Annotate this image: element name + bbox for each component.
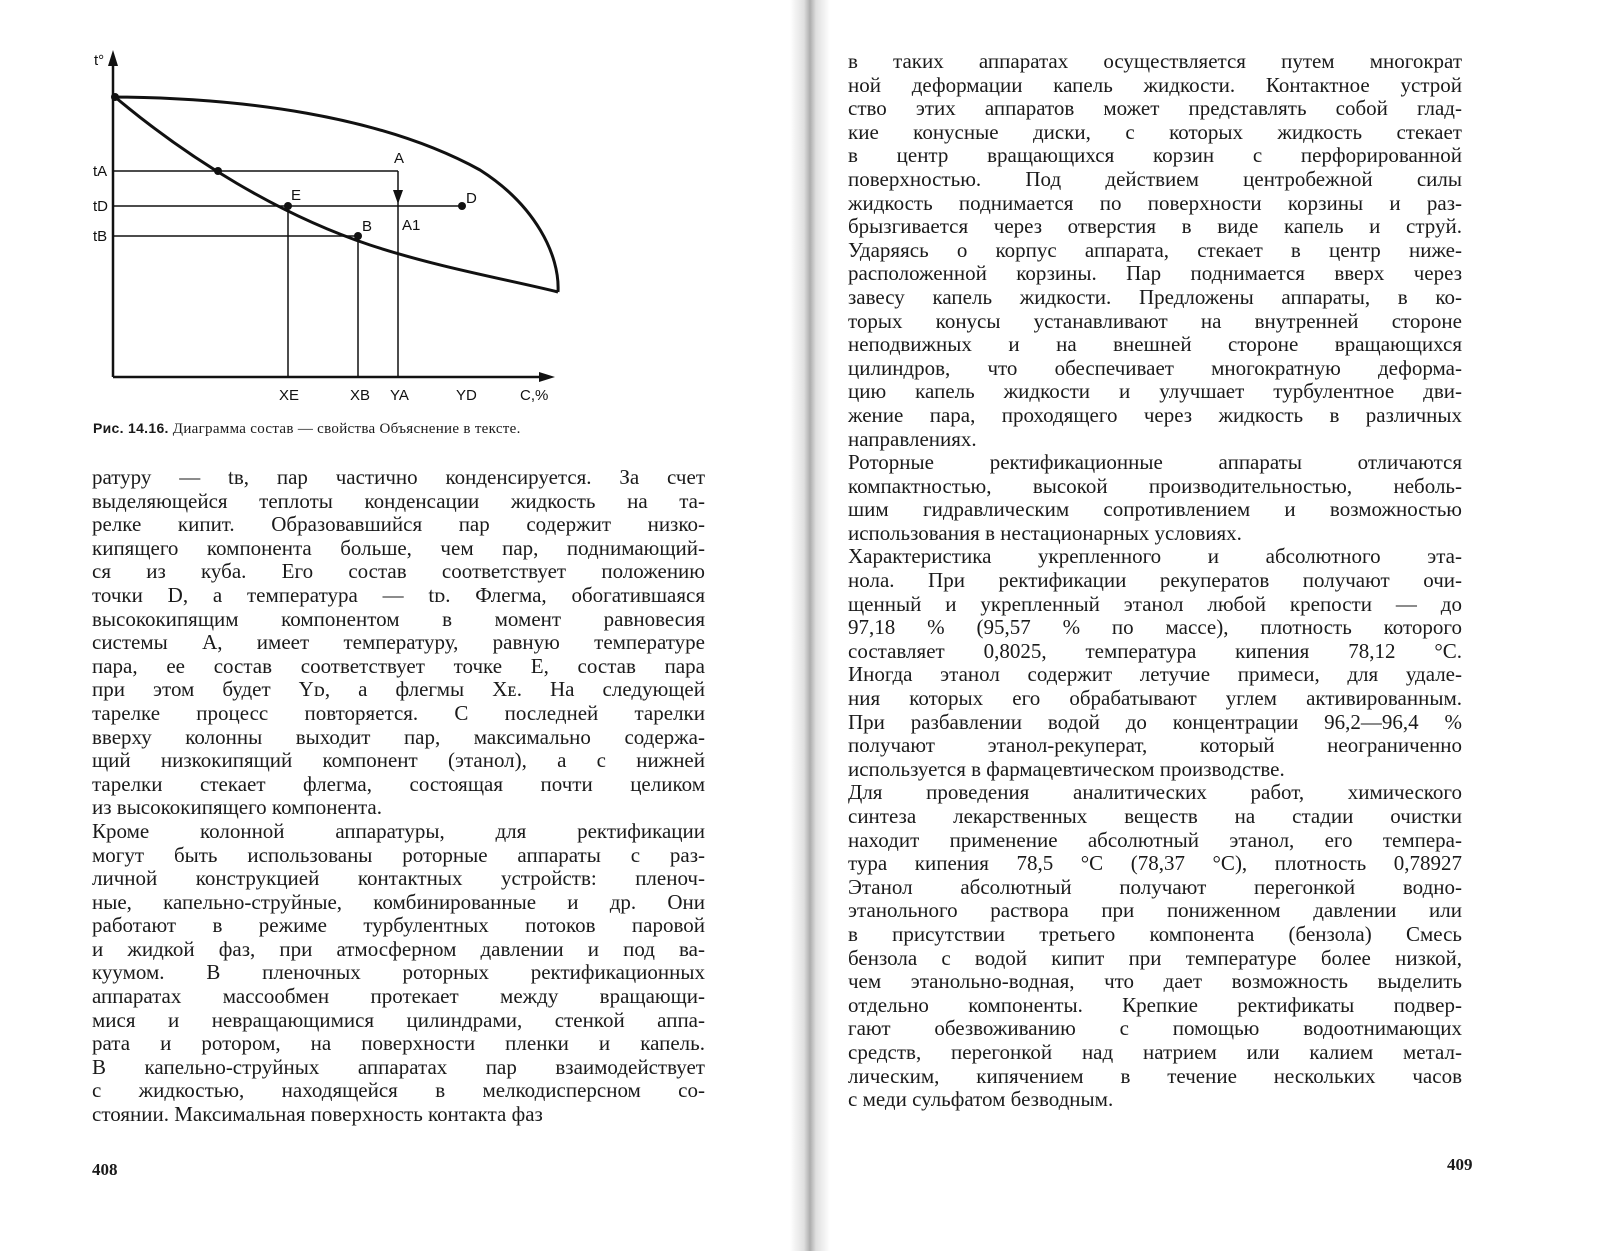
x-tick-c: C,% [520, 387, 549, 404]
text-line: и жидкой фаз, при атмосферном давлении и под ва- [92, 936, 705, 961]
text-line: ные, капельно-струйные, комбинированные и др. Они [92, 889, 705, 914]
text-line: цию капель жидкости и улучшает турбулентное дви- [848, 379, 1462, 404]
left-page [0, 0, 800, 1251]
text-line: используется в фармацевтическом производстве. [848, 756, 1285, 781]
caption-text: Диаграмма состав — свойства Объяснение в тексте. [168, 421, 521, 437]
text-line: поверхностью. Под действием центробежной силы [848, 166, 1462, 191]
text-line: расположенной корзины. Пар поднимается вверх через [848, 261, 1462, 286]
text-line: В капельно-струйных аппаратах пар взаимодействует [92, 1054, 705, 1079]
text-line: стоянии. Максимальная поверхность контакта фаз [92, 1102, 543, 1127]
text-line: использования в нестационарных условиях. [848, 520, 1242, 545]
y-tick-td: tD [93, 198, 108, 215]
text-line: тарелке процесс повторяется. С последней тарелки [92, 700, 705, 725]
text-line: щенный и укрепленный этанол любой крепости — до [848, 591, 1462, 616]
text-line: синтеза лекарственных веществ на стадии очистки [848, 804, 1462, 828]
text-line: лическим, кипячением в течение нескольких часов [848, 1063, 1462, 1088]
point-b [354, 232, 362, 240]
right-page [800, 0, 1601, 1251]
text-line: чем этанольно-водная, что дает возможность выделить [848, 969, 1462, 994]
text-line: работают в режиме турбулентных потоков паровой [92, 913, 705, 938]
text-line: При разбавлении водой до концентрации 96,2—96,4 % [848, 709, 1462, 734]
y-tick-ta: tA [93, 163, 108, 180]
text-line: получают этанол-рекуперат, который неограниченно [848, 733, 1462, 758]
text-line: отдельно компоненты. Крепкие ректификаты подвер- [848, 992, 1462, 1017]
y-tick-tb: tB [93, 228, 108, 245]
vapor-curve [115, 97, 558, 292]
text-line: с жидкостью, находящейся в мелкодисперсном со- [92, 1078, 705, 1103]
text-line: кие конусные диски, с которых жидкость стекает [848, 119, 1462, 144]
text-line: цилиндров, что обеспечивает многократную деформа- [848, 355, 1462, 380]
text-line: Характеристика укрепленного и абсолютного эта- [848, 544, 1462, 569]
text-line: кипящего компонента больше, чем пар, поднимающий- [92, 535, 705, 560]
text-line: релке кипит. Образовавшийся пар содержит низко- [92, 512, 705, 537]
y-axis-label: t° [94, 52, 105, 69]
text-line: в таких аппаратах осуществляется путем многократ [848, 49, 1462, 73]
text-line: брызгивается через отверстия в виде капель и струй. [848, 214, 1462, 239]
text-line: мися и невращающимися цилиндрами, стенкой аппа- [92, 1007, 705, 1032]
text-line: вверху колонны выходит пар, максимально содержа- [92, 724, 705, 749]
text-line: Для проведения аналитических работ, химического [848, 780, 1462, 805]
text-line: находит применение абсолютный этанол, его темпера- [848, 827, 1462, 852]
right-body-text [848, 50, 1462, 1112]
text-line: шим гидравлическим сопротивлением и возможностью [848, 497, 1462, 522]
text-line: нола. При ректификации рекуператов получают очи- [848, 568, 1462, 593]
text-line: составляет 0,8025, температура кипения 78,12 °С. [848, 638, 1462, 663]
text-line: ся из куба. Его состав соответствует положению [92, 559, 705, 584]
text-line: тура кипения 78,5 °С (78,37 °С), плотность 0,78927 [848, 851, 1462, 876]
text-line: неподвижных и на внешней стороне вращающихся [848, 332, 1462, 357]
label-a1: A1 [402, 217, 421, 234]
label-e: E [291, 187, 302, 204]
text-line: личной конструкцией контактных устройств: пленоч- [92, 866, 705, 891]
text-line: торых конусы устанавливают на внутренней стороне [848, 308, 1462, 333]
page-number-right: 409 [1447, 1155, 1473, 1174]
text-line: бензола с водой кипит при температуре более низкой, [848, 945, 1462, 970]
a-down-arrow [393, 190, 403, 204]
point-ta-liquid [214, 167, 222, 175]
text-line: куумом. В пленочных роторных ректификационных [92, 960, 705, 985]
y-axis-arrow [108, 50, 118, 66]
x-tick-xb: XB [350, 387, 371, 404]
composition-property-diagram [80, 40, 600, 420]
text-line: компактностью, высокой производительностью, неболь- [848, 473, 1462, 498]
text-line: направлениях. [848, 426, 977, 451]
x-axis-arrow [539, 372, 555, 382]
text-line: Иногда этанол содержит летучие примеси, для удале- [848, 662, 1462, 687]
text-line: ство этих аппаратов может представлять собой глад- [848, 96, 1462, 121]
text-line: с меди сульфатом безводным. [848, 1087, 1114, 1112]
text-line: аппаратах массообмен протекает между вращающи- [92, 984, 705, 1009]
text-line: завесу капель жидкости. Предложены аппараты, в ко- [848, 284, 1462, 309]
text-line: системы А, имеет температуру, равную температуре [92, 630, 705, 655]
text-line: Этанол абсолютный получают перегонкой водно- [848, 874, 1462, 899]
text-line: средств, перегонкой над натрием или калием метал- [848, 1039, 1462, 1064]
left-body-text [92, 466, 705, 1127]
text-line: жение пара, проходящего через жидкость в различных [848, 402, 1462, 427]
text-line: могут быть использованы роторные аппараты с раз- [92, 842, 705, 867]
text-line: высококипящим компонентом в момент равновесия [92, 606, 705, 631]
text-line: 97,18 % (95,57 % по массе), плотность которого [848, 615, 1462, 640]
x-tick-ya: YA [390, 387, 409, 404]
text-line: выделяющейся теплоты конденсации жидкость на та- [92, 488, 705, 513]
liquid-curve [115, 97, 558, 292]
text-line: в центр вращающихся корзин с перфорированной [848, 143, 1462, 168]
label-a: A [394, 150, 405, 167]
text-line: Кроме колонной аппаратуры, для ректификации [92, 818, 705, 843]
text-line: пара, ее состав соответствует точке Е, состав пара [92, 653, 705, 678]
text-line: Ударяясь о корпус аппарата, стекает в центр ниже- [848, 237, 1462, 262]
text-line: ной деформации капель жидкости. Контактное устрой [848, 72, 1462, 97]
text-line: этанольного раствора при пониженном давлении или [848, 898, 1462, 923]
text-line: тарелки стекает флегма, состоящая почти целиком [92, 771, 705, 796]
text-line: ния которых его обрабатывают углем активированным. [848, 686, 1462, 711]
page-number-left: 408 [92, 1160, 118, 1179]
text-line: Роторные ректификационные аппараты отличаются [848, 450, 1462, 475]
point-start [111, 93, 119, 101]
label-b: B [362, 218, 373, 235]
text-line: точки D, а температура — tᴅ. Флегма, обогатившаяся [92, 582, 705, 607]
text-line: рата и ротором, на поверхности пленки и капель. [92, 1031, 705, 1056]
text-line: ратуру — tв, пар частично конденсируется. За счет [92, 465, 705, 489]
text-line: при этом будет Yᴅ, а флегмы Xᴇ. На следующей [92, 677, 705, 702]
x-tick-yd: YD [456, 387, 477, 404]
text-line: щий низкокипящий компонент (этанол), а с нижней [92, 748, 705, 773]
x-tick-xe: XE [279, 387, 300, 404]
figure-caption [93, 420, 713, 438]
text-line: в присутствии третьего компонента (бензола) Смесь [848, 921, 1462, 946]
point-d [458, 202, 466, 210]
text-line: из высококипящего компонента. [92, 795, 383, 820]
text-line: гают обезвоживанию с помощью водоотнимающих [848, 1016, 1462, 1041]
label-d: D [466, 190, 477, 207]
caption-number: Рис. 14.16. [93, 420, 169, 436]
text-line: жидкость поднимается по поверхности корзины и раз- [848, 190, 1462, 215]
